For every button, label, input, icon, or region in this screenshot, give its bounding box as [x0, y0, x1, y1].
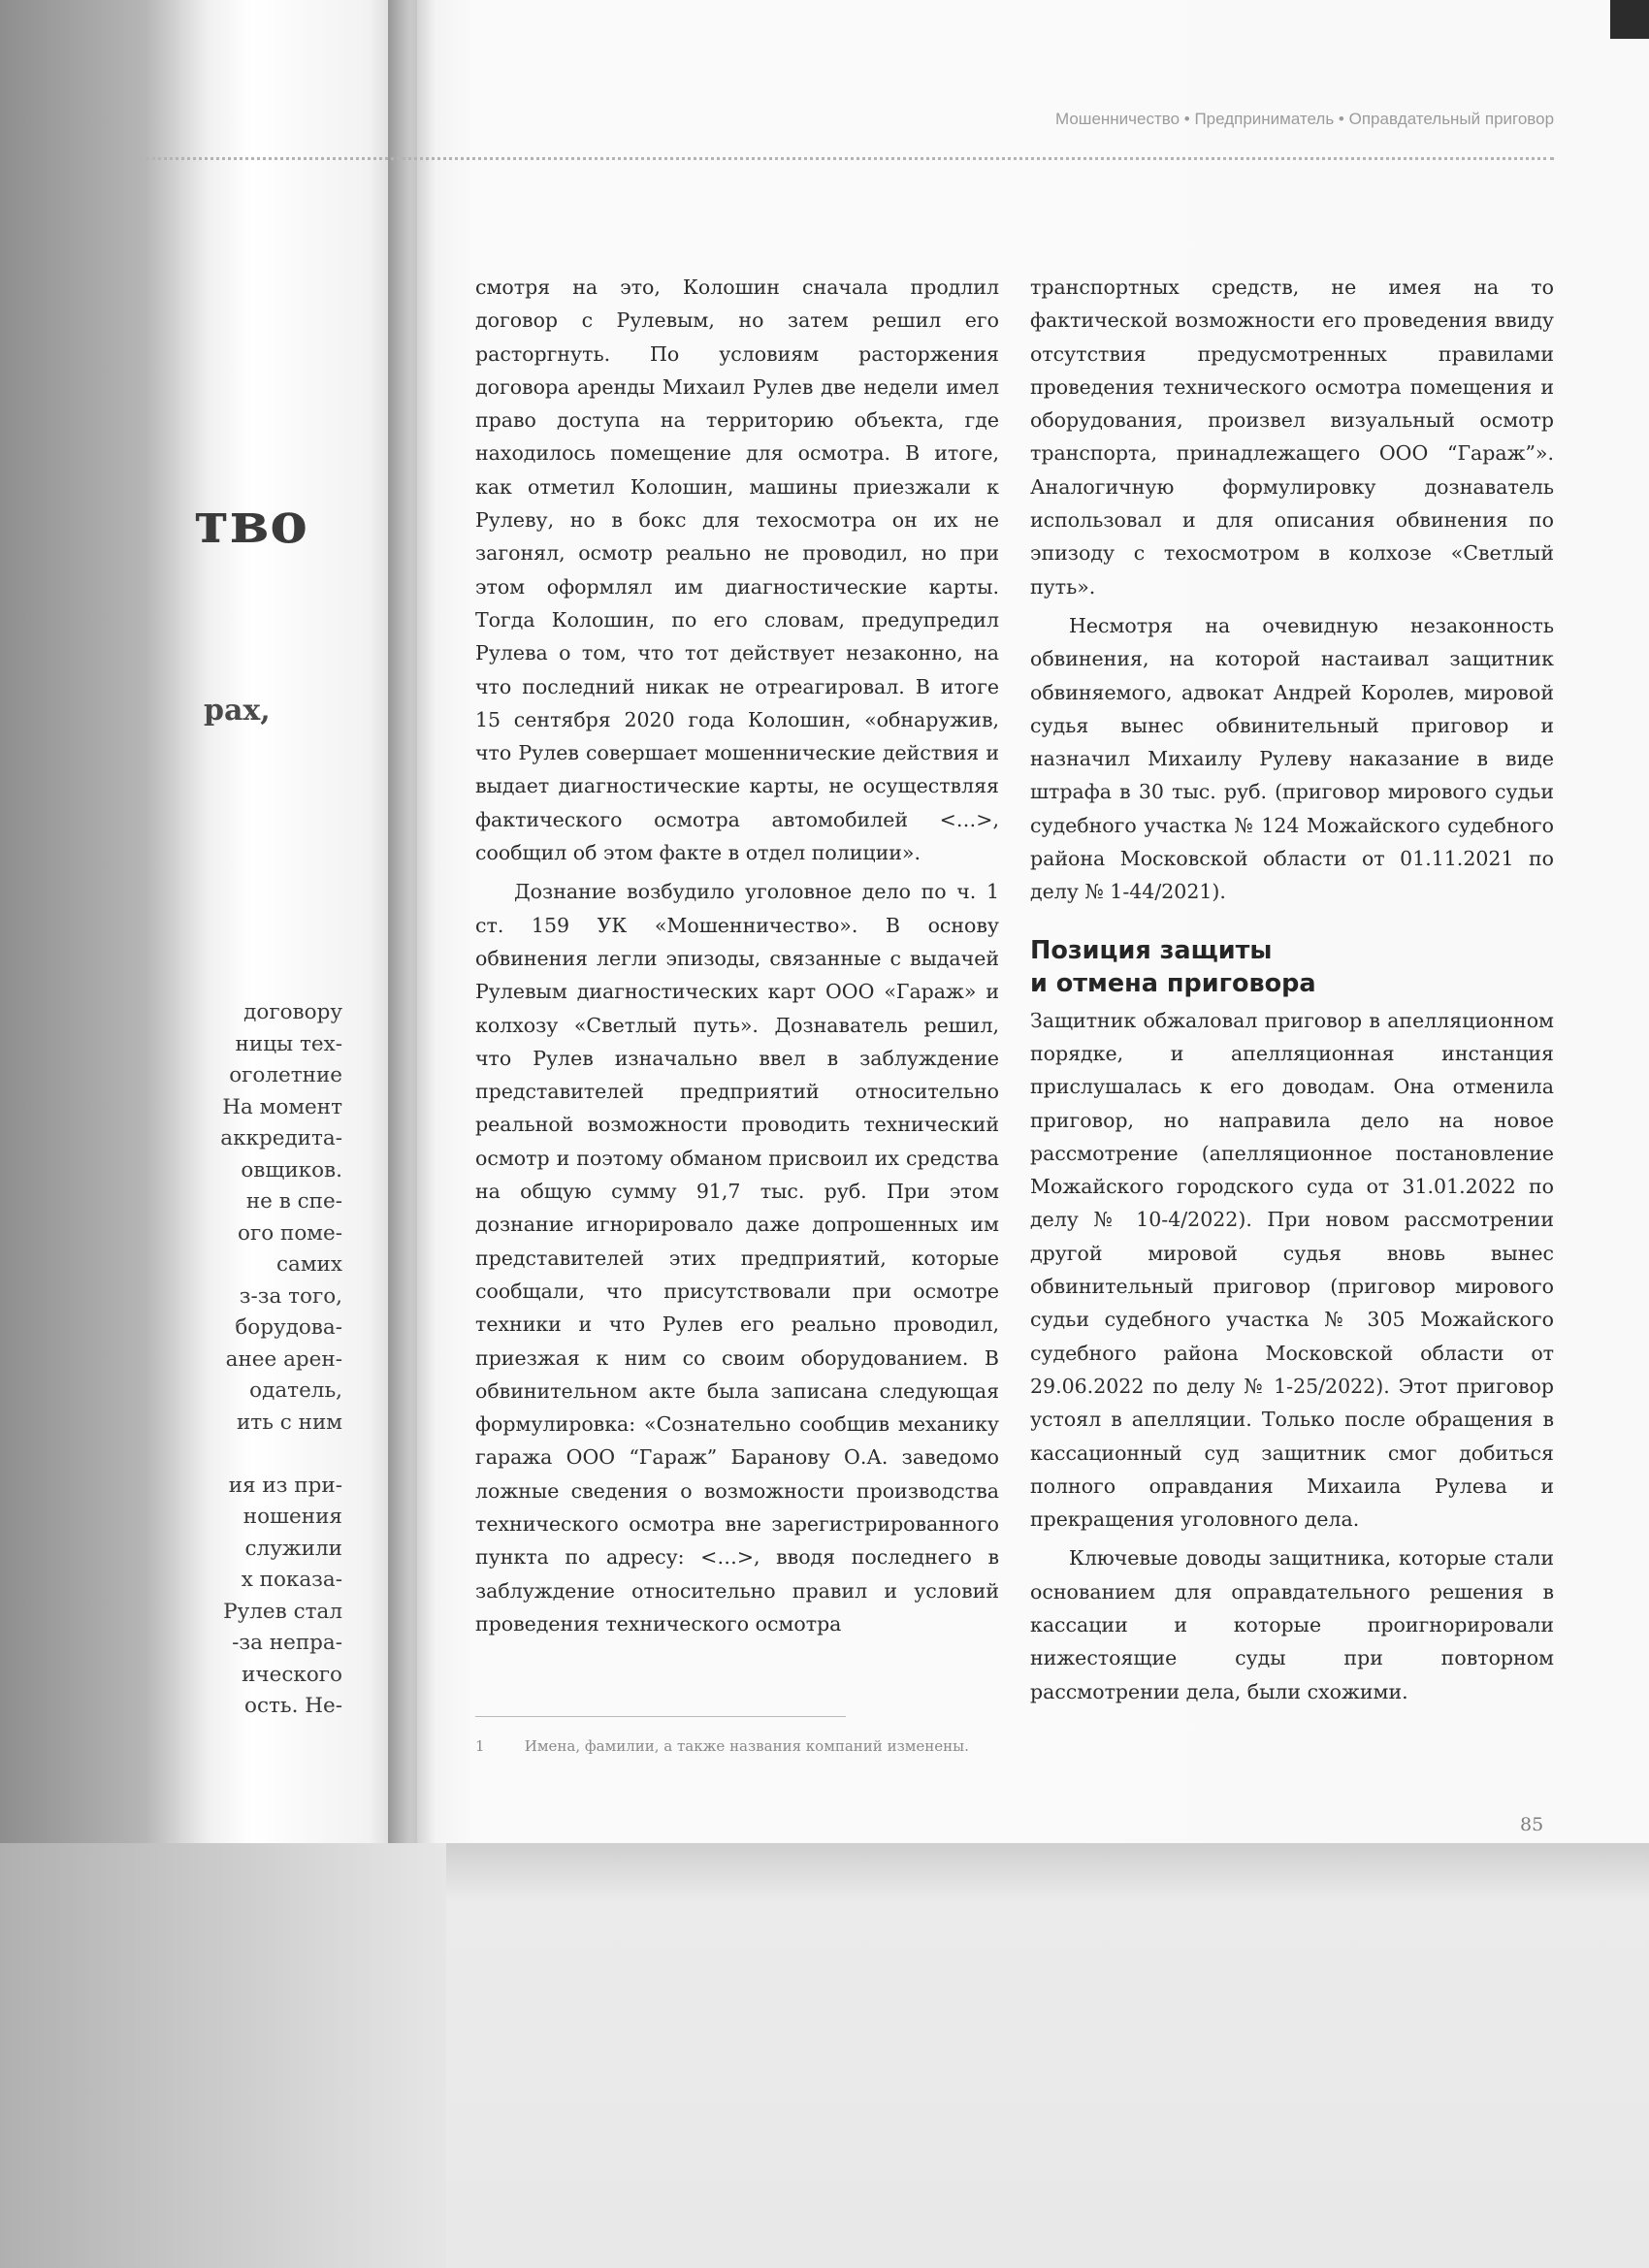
- paragraph: Несмотря на очевидную незаконность обвинения, на которой настаивал защитник обвиняемого, адвокат Андрей Королев, мировой судья вынес обвинительный приговор и назначил Михаилу Рулеву наказание в виде штрафа в 30 тыс. руб. (приговор мирового судьи судебного участка № 124 Можайского судебного района Московской области от 01.11.2021 по делу № 1-44/2021).: [1030, 613, 1554, 904]
- paragraph: Дознание возбудило уголовное дело по ч. 1 ст. 159 УК «Мошенничество». В основу обвинения легли эпизоды, связанные с выдачей Рулевым диагностических карт ООО «Гараж» и колхозу «Светлый путь». Дознаватель решил, что Рулев изначально ввел в заблуждение представителей предприятий относительно реальной возможности проводить технический осмотр и поэтому обманом присвоил их средства на общую сумму 91,7 тыс. руб. При этом дознание игнорировало даже допрошенных им представителей этих предприятий, которые сообщали, что присутствовали при осмотре техники и что Рулев его реально проводил, приезжая к ним со своим оборудованием. В обвинительном акте была записана следующая формулировка: «Сознательно сообщив механику гаража ООО “Гараж” Баранову О.А. заведомо ложные сведения о возможности производства технического осмотра вне зарегистрированного пункта по адресу: <…>, вводя последнего в заблуждение относительно правил и условий проведения технического осмотра: [475, 880, 999, 1636]
- left-page-text-fragments: [199, 997, 342, 1723]
- footnote: [475, 1737, 1057, 1755]
- left-page-text-line: ого поме-: [238, 1220, 342, 1246]
- left-page-text-line: На момент: [222, 1094, 342, 1119]
- left-page-text-line: з-за того,: [239, 1283, 342, 1309]
- left-page-text-line: ить с ним: [236, 1409, 342, 1435]
- left-page-text-line: самих: [275, 1252, 342, 1277]
- left-page-text-line: одатель,: [249, 1378, 342, 1403]
- footnote-rule: [475, 1716, 846, 1717]
- left-page-text-line: не в спе-: [245, 1189, 342, 1214]
- left-page-text-line: ия из при-: [228, 1473, 342, 1498]
- page-number: 85: [1520, 1814, 1544, 1835]
- left-page-text-line: -за непра-: [232, 1631, 342, 1655]
- left-page-text-line: анее арен-: [225, 1346, 342, 1372]
- section-heading: [1030, 934, 1554, 1000]
- section-heading-line1: Позиция защиты: [1030, 935, 1273, 965]
- scan-corner-dark: [1610, 0, 1649, 39]
- left-page-text-line: х показа-: [241, 1568, 342, 1592]
- left-page-text-line: овщиков.: [241, 1157, 342, 1183]
- left-page-text-line: ость. Не-: [244, 1694, 342, 1718]
- left-page-text-line: аккредита-: [220, 1126, 342, 1150]
- left-page-text-line: служили: [244, 1536, 342, 1561]
- left-page-text-line: ношения: [242, 1505, 342, 1529]
- running-head: Мошенничество • Предприниматель • Оправдательный приговор: [1055, 110, 1555, 128]
- left-page-text-line: ического: [242, 1662, 342, 1687]
- book-gutter-shadow: [388, 0, 432, 1848]
- left-page-subheading-fragment: рах,: [204, 694, 271, 728]
- left-page-text-line: [199, 1439, 342, 1471]
- left-page-heading-fragment: тво: [194, 490, 308, 556]
- paragraph: смотря на это, Колошин сначала продлил договор с Рулевым, но затем решил его расторгнуть. По условиям расторжения договора аренды Михаил Рулев две недели имел право доступа на территорию объекта, где находилось помещение для осмотра. В итоге, как отметил Колошин, машины приезжали к Рулеву, но в бокс для техосмотра он их не загонял, осмотр реально не проводил, но при этом оформлял им диагностические карты. Тогда Колошин, по его словам, предупредил Рулева о том, что тот действует незаконно, на что последний никак не отреагировал. В итоге 15 сентября 2020 года Колошин, «обнаружив, что Рулев совершает мошеннические действия и выдает диагностические карты, не осуществляя фактического осмотра автомобилей <…>, сообщил об этом факте в отдел полиции».: [475, 275, 999, 865]
- text-column-left: [475, 271, 999, 1640]
- left-page-text-line: оголетние: [229, 1063, 342, 1087]
- paragraph: Ключевые доводы защитника, которые стали основанием для оправдательного решения в кассации и которые проигнорировали нижестоящие суды при повторном рассмотрении дела, были схожими.: [1030, 1546, 1554, 1703]
- left-page-text-line: ницы тех-: [235, 1031, 342, 1056]
- left-page-text-line: Рулев стал: [223, 1599, 342, 1624]
- paragraph: транспортных средств, не имея на то фактической возможности его проведения ввиду отсутствия предусмотренных правилами проведения технического осмотра помещения и оборудования, произвел визуальный осмотр транспорта, принадлежащего ООО “Гараж”». Аналогичную формулировку дознаватель использовал и для описания обвинения по эпизоду с техосмотром в колхозе «Светлый путь».: [1030, 275, 1554, 599]
- left-page-text-line: борудова-: [235, 1315, 342, 1340]
- footnote-text: Имена, фамилии, а также названия компаний изменены.: [524, 1737, 969, 1755]
- scanner-bed-shadow: [0, 1843, 446, 2268]
- left-page-text-line: договору: [243, 1000, 342, 1024]
- text-column-right: [1030, 271, 1554, 1708]
- paragraph: Защитник обжаловал приговор в апелляционном порядке, и апелляционная инстанция прислушалась к его доводам. Она отменила приговор, но направила дело на новое рассмотрение (апелляционное постановление Можайского городского суда от 31.01.2022 по делу № 10-4/2022). При новом рассмотрении другой мировой судья вновь вынес обвинительный приговор (приговор мирового судьи судебного участка № 305 Можайского судебного района Московской области от 29.06.2022 по делу № 1-25/2022). Этот приговор устоял в апелляции. Только после обращения в кассационный суд защитник смог добиться полного оправдания Михаила Рулева и прекращения уголовного дела.: [1030, 1008, 1554, 1532]
- section-heading-line2: и отмена приговора: [1030, 968, 1316, 998]
- header-dotted-rule: [146, 157, 1554, 160]
- footnote-number: 1: [475, 1737, 485, 1755]
